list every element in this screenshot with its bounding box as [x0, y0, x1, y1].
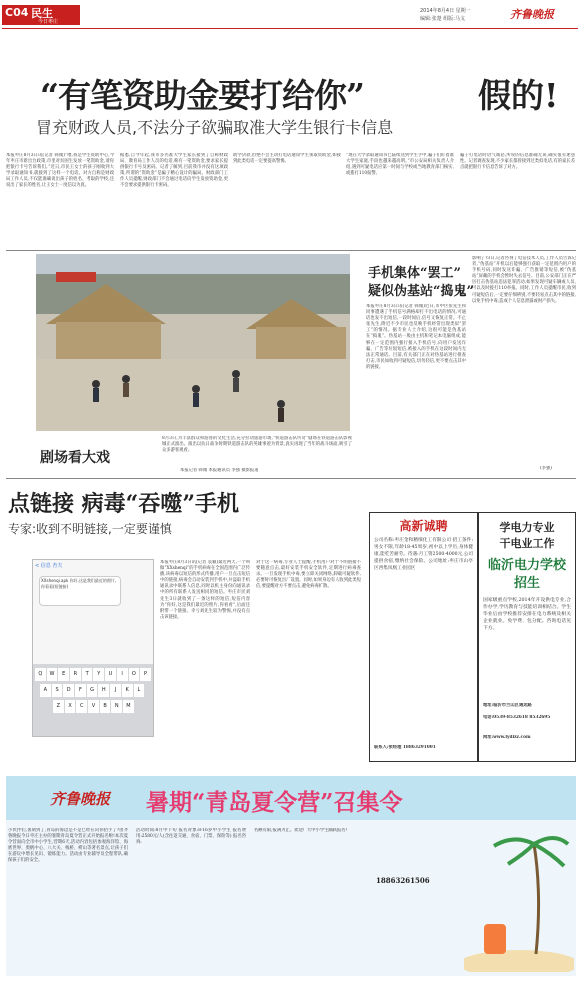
key[interactable]: P — [140, 668, 151, 681]
virus-story-title: 点链接 病毒“吞噬”手机 — [8, 491, 239, 517]
key[interactable]: F — [75, 684, 86, 697]
key[interactable]: Z — [53, 700, 64, 713]
key[interactable]: N — [111, 700, 122, 713]
virus-story-col-1: 本报枣庄8月3日讯(记者 袁颖)最近两天,一个叫做“XXshenqi”的手机病毒在全国范围内广泛传播,该病毒以短信的形式传播,用户一旦点击短信中的链接,病毒会自动安装到手机中,并盗取手机通讯录中联系人信息,同时以机主身份向通讯录中的所有联系人发送相同的短信。枣庄市民刘先生3日就收到了一条这样的短信,短信内容为“你好,这是我们最近的照片,你看看”,后面还附带一个链接。幸亏刘先生较为警惕,并没有点击该链接。 — [160, 560, 250, 620]
ad-school-line2: 干电业工作 — [499, 537, 555, 550]
lead-col-4: “现在大学录取通知书已陆续送到学生手中,骗子们盯着准大学生家庭,手段也越来越高明。”市公安局相关负责人介绍,遇到可疑电话应第一时间与学校或当地教育部门核实,或拨打110报警。 — [346, 153, 454, 177]
key[interactable]: T — [82, 668, 93, 681]
key[interactable]: S — [52, 684, 63, 697]
ad-school-web: 网址:www.lydlzz.com — [483, 735, 531, 740]
lead-col-5: 骗子打电话时语气诚恳,所说的信息准确无误,确实很有迷惑性。记者调查发现,不少家长都曾接到过类似电话,有的家长差点就把银行卡信息告诉了对方。 — [460, 153, 575, 171]
lead-bottom-rule — [6, 250, 576, 251]
key[interactable]: B — [100, 700, 111, 713]
key[interactable]: G — [87, 684, 98, 697]
ad-gaoxin-body: 公司名称:枣庄金和精细化工有限公司 招工条件:男女不限,年龄18-45周岁,初中以上学历,身体健康,能吃苦耐劳。待遇:月工资2500-4000元,公司提供食宿,缴纳社会保险。公司地址:枣庄市山亭区西集凤凰工业园区 — [374, 538, 473, 571]
camp-col-1: 小伙伴们,暑期到了,青岛的海边是不是已经在向你招手了?由齐鲁晚报今日枣庄主办的暑期青岛夏令营正式开始报名啦!本次夏令营面向全市中小学生,营期6天,活动内容包括参观海洋馆、海底世界、奥帆中心、八大关、栈桥、崂山等著名景点,让孩子们在游玩中增长见识、锻炼能力。活动由专业辅导员全程带队,确保孩子们的安全。 — [8, 828, 128, 864]
key[interactable]: I — [117, 668, 128, 681]
mobile-story-subtitle: 疑似伪基站“捣鬼” — [368, 284, 474, 299]
page-header — [0, 0, 580, 30]
mobile-story-title: 手机集体“罢工” — [368, 266, 461, 281]
mobile-story-col-1: 本报枣庄8月3日讯(记者 韩微)近日,市中区张先生和同事遭遇了手机信号满格却打不出电话的情况,可通话也发不出短信,一段时间后,信号又恢复正常。不止张先生,附近不少市民也反映手机经常出现类似“罢工”的情况。据专业人士介绍,这很可能是伪基站在“捣鬼”。伪基站一般由主机和笔记本电脑组成,能够在一定范围内强行接入手机信号,向用户发送诈骗、广告等垃圾短信,被接入的手机在这段时间内无法正常通话。目前,有关部门正在对伪基站进行排查打击,市民如收到可疑短信,切勿轻信,更不要点击其中的链接。 — [366, 304, 466, 370]
lead-col-2: 据悉,自今年起,我市多名准大学生家长接到了自称财政局、教育局工作人员的电话,称有一笔资助金,要求家长提供银行卡号及密码。记者了解到,目前我市并没有这项政策,所谓的“资助金”是骗子精心设计的骗局。财政部门工作人员提醒,财政部门不会通过电话向学生发放资助金,更不会要求提供银行卡密码。 — [120, 153, 228, 189]
lead-title-close: 假的! — [478, 76, 559, 115]
key[interactable]: J — [110, 684, 121, 697]
virus-story-subtitle: 专家:收到不明链接,一定要谨慎 — [8, 522, 172, 536]
ad-school-address: 地址:临沂市兰山区通达路 — [483, 703, 532, 708]
stage-photo — [36, 254, 350, 431]
ad-gaoxin-contact: 联系人:张经理 18863291001 — [374, 745, 436, 750]
camp-illustration — [464, 824, 574, 972]
ad-school-phone: 电话:0539-8532618 8532695 — [483, 715, 551, 720]
lead-col-1: 本报枣庄8月3日讯(记者 韩微)“喂,我是学生资助中心,今年枣庄市新出台政策,市里对贫困生发放一笔资助金,请你把银行卡号告诉我们。”近日,市民王女士的孩子刚收到大学录取通知书,就接到了这样一个电话。对方自称是财政局工作人员,不仅能准确说出孩子的姓名、考取的学校,还说出了家长的姓名,让王女士一度信以为真。 — [6, 153, 114, 189]
key[interactable]: H — [98, 684, 109, 697]
key[interactable]: D — [63, 684, 74, 697]
key[interactable]: M — [123, 700, 134, 713]
mid-rule — [6, 478, 576, 479]
key[interactable]: K — [122, 684, 133, 697]
camp-section — [6, 776, 576, 976]
stage-photo-illustration — [36, 254, 350, 431]
beach-illustration — [464, 824, 574, 972]
lead-title-main: “有笔资助金要打给你” — [40, 76, 364, 115]
section-name: 民生 — [31, 7, 53, 20]
key[interactable]: E — [58, 668, 69, 681]
ad-school-line1: 学电力专业 — [499, 521, 555, 534]
paper-logo: 齐鲁晚报 — [510, 8, 554, 21]
key[interactable]: R — [70, 668, 81, 681]
ad-gaoxin — [369, 512, 478, 762]
header-editor: 编辑:张楚 组版:马戈 — [420, 16, 465, 22]
section-sub: 今日枣庄 — [38, 19, 59, 25]
ad-gaoxin-title: 高新诚聘 — [399, 519, 448, 533]
key[interactable]: Q — [35, 668, 46, 681]
camp-col-2: 活动时间:8月中下旬 报名对象:8-16岁中小学生 报名费用:2580元/人(含往返交通、食宿、门票、保险等) 报名咨询: — [136, 828, 246, 846]
mobile-story-credit: (李强) — [540, 466, 552, 471]
key[interactable]: Y — [93, 668, 104, 681]
camp-slogan: 暑期“青岛夏令营”召集令 — [146, 789, 403, 816]
ad-school — [478, 512, 576, 762]
lead-title — [40, 70, 480, 117]
camp-col-3: 名额有限,报满为止。欢迎广大中小学生踊跃报名! — [254, 828, 348, 833]
virus-story-col-2: 对于这一病毒,专业人士提醒,手机用户对于不明链接不要随意点击,最好安装手机安全软件,定期进行病毒查杀。一旦发现手机中毒,要立即关闭网络,卸载可疑软件,必要时可恢复出厂设置。同时,如果身边有人收到此类短信,要提醒对方不要点击,避免病毒扩散。 — [256, 560, 361, 590]
photo-story-caption: 8月3日,为丰富群众和游客的文化生活,充分拉动旅游市场,“铁道游击队传奇”剧场在铁道游击队影视城正式演出。演出以抗日战争时期铁道游击队的英雄事迹为背景,真实再现了当年的战斗场面,吸引了众多游客观看。 — [162, 436, 352, 454]
camp-logo: 齐鲁晚报 — [50, 790, 111, 808]
key[interactable]: O — [129, 668, 140, 681]
phone-contact: < 信息 杏夫 — [35, 563, 63, 569]
header-date: 2014年8月4日 星期一 — [420, 8, 471, 14]
photo-story-title: 剧场看大戏 — [40, 450, 110, 466]
ad-school-banner: 临沂电力学校招生 — [487, 558, 566, 591]
key[interactable]: X — [65, 700, 76, 713]
photo-story-credit: 本报记者 韩微 本报通讯员 李强 摄影报道 — [180, 468, 259, 473]
lead-subtitle: 冒充财政人员,不法分子欲骗取准大学生银行卡信息 — [36, 118, 394, 137]
key[interactable]: U — [105, 668, 116, 681]
phone-msg-text: XXshenqi.apk 你好,这是我们最近的照片,你看看(短链接) — [41, 578, 117, 589]
key[interactable]: C — [76, 700, 87, 713]
key[interactable]: V — [88, 700, 99, 713]
ad-school-body: 国家级重点学校,2014年开设供电专业,合作办学,学历教育与技能培训相结合。学生毕业后由学校推荐安排在电力系统及相关企业就业。免学费、包分配。咨询电话见下方。 — [483, 598, 571, 631]
camp-phone: 18863261506 — [376, 876, 430, 885]
key[interactable]: L — [134, 684, 145, 697]
mobile-story-col-2: 影响了?3日,记者咨询了电信技术人员,工作人员告诉记者,“伪基站”开机以后能够强行获取一定范围内用户的手机号码,同时发送诈骗、广告推销等短信,被“伪基站”屏蔽的手机会暂时失去信号。目前,公安部门正在严厉打击伪基站违法犯罪活动,如果发现可疑车辆或人员,可以及时拨打110举报。同时,工作人员提醒市民,收到可疑短信后,一定要仔细辨别,不要轻易点击其中的链接,以免手机中毒,造成个人信息泄露或财产损失。 — [472, 256, 576, 304]
key[interactable]: W — [47, 668, 58, 681]
lead-col-3: 助学贷款,但绝不会主动打电话通知学生领取资助金,如接到此类电话一定要提高警惕。 — [233, 153, 341, 165]
phone-screenshot — [32, 559, 154, 737]
keyboard-row-3 — [53, 700, 143, 713]
keyboard-row-2 — [40, 684, 150, 697]
header-rule — [2, 28, 578, 29]
page-code: C04 — [5, 6, 29, 19]
key[interactable]: A — [40, 684, 51, 697]
keyboard-row-1 — [35, 668, 151, 681]
